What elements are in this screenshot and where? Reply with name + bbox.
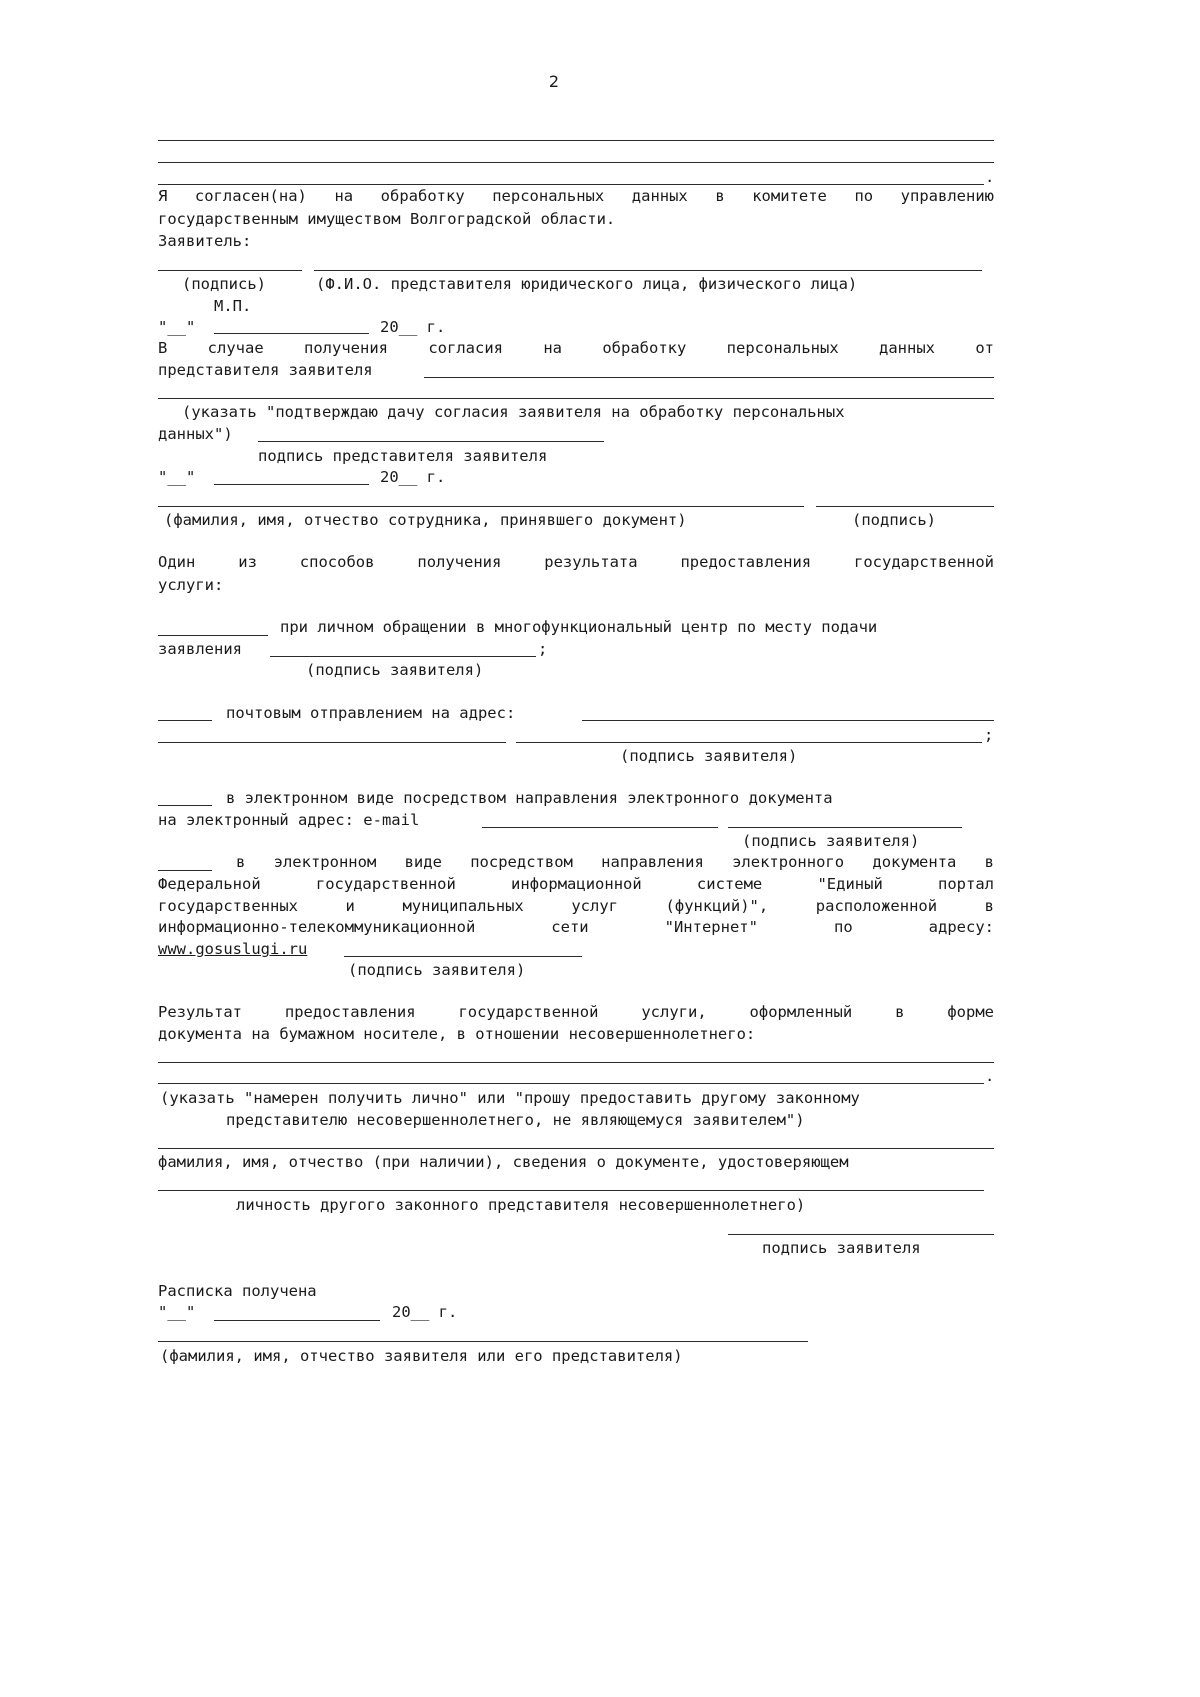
date-year: 20__ г.	[392, 1303, 458, 1321]
result-line-2: документа на бумажном носителе, в отношении несовершеннолетнего:	[158, 1025, 756, 1043]
mfc-option-2: заявления	[158, 640, 242, 658]
post-sign-caption: (подпись заявителя)	[620, 747, 798, 765]
signature-line	[728, 827, 962, 828]
signature-line	[816, 506, 994, 507]
portal-option-4: информационно-телекоммуникационной сети "Интернет" по адресу:	[158, 918, 994, 936]
employee-sign-caption: (подпись)	[852, 511, 936, 529]
blank-line	[158, 1148, 994, 1149]
blank-line	[158, 184, 984, 185]
signature-line	[344, 956, 582, 957]
blank-line	[158, 1062, 994, 1063]
result-fio-1: фамилия, имя, отчество (при наличии), сведения о документе, удостоверяющем	[158, 1153, 849, 1171]
methods-intro-2: услуги:	[158, 576, 224, 594]
date-month-line	[214, 1320, 380, 1321]
employee-fio-caption: (фамилия, имя, отчество сотрудника, принявшего документ)	[164, 511, 687, 529]
signature-caption: (подпись)	[182, 275, 266, 293]
date-month-line	[214, 484, 369, 485]
checkbox-line	[158, 805, 212, 806]
receipt-fio-caption: (фамилия, имя, отчество заявителя или его представителя)	[160, 1347, 683, 1365]
receipt-title: Расписка получена	[158, 1282, 317, 1300]
mfc-sign-caption: (подпись заявителя)	[306, 661, 484, 679]
blank-line	[158, 398, 994, 399]
portal-option-3: государственных и муниципальных услуг (функций)", расположенной в	[158, 897, 994, 915]
seal-label: М.П.	[214, 297, 252, 315]
signature-line	[728, 1234, 994, 1235]
fio-line	[314, 270, 982, 271]
portal-option-2: Федеральной государственной информационной системе "Единый портал	[158, 875, 994, 893]
result-instruction-2: представителю несовершеннолетнего, не являющемуся заявителем")	[226, 1111, 805, 1129]
fio-line	[158, 506, 804, 507]
representative-instruction-2: данных")	[158, 425, 233, 443]
representative-line-2: представителя заявителя	[158, 361, 373, 379]
blank-line	[158, 1190, 984, 1191]
end-dot: .	[985, 1067, 995, 1085]
checkbox-line	[158, 635, 268, 636]
date-month-line	[214, 333, 369, 334]
date-day: "__"	[158, 1303, 196, 1321]
email-line	[482, 827, 718, 828]
date-year: 20__ г.	[380, 468, 446, 486]
signature-line	[258, 441, 604, 442]
end-dot: .	[985, 168, 995, 186]
representative-line-1: В случае получения согласия на обработку персональных данных от	[158, 339, 994, 357]
address-line	[158, 742, 506, 743]
mfc-end: ;	[538, 640, 548, 658]
date-day: "__"	[158, 468, 196, 486]
blank-line	[158, 140, 994, 141]
address-line	[582, 720, 994, 721]
email-option-2: на электронный адрес: e-mail	[158, 811, 420, 829]
methods-intro-1: Один из способов получения результата предоставления государственной	[158, 553, 994, 571]
consent-line-2: государственным имуществом Волгоградской области.	[158, 210, 616, 228]
page-number: 2	[548, 72, 560, 91]
date-day: "__"	[158, 318, 196, 336]
signature-line	[158, 270, 302, 271]
signature-line	[270, 656, 536, 657]
result-instruction-1: (указать "намерен получить лично" или "прошу предоставить другому законному	[160, 1089, 860, 1107]
representative-instruction-1: (указать "подтверждаю дачу согласия заявителя на обработку персональных	[182, 403, 845, 421]
portal-url-link[interactable]: www.gosuslugi.ru	[158, 940, 308, 958]
portal-option-1: в электронном виде посредством направления электронного документа в	[236, 853, 994, 871]
checkbox-line	[158, 720, 212, 721]
date-year: 20__ г.	[380, 318, 446, 336]
applicant-label: Заявитель:	[158, 232, 252, 250]
email-option-1: в электронном виде посредством направления электронного документа	[226, 789, 833, 807]
result-sign-caption: подпись заявителя	[762, 1239, 921, 1257]
email-sign-caption: (подпись заявителя)	[742, 832, 920, 850]
consent-line-1: Я согласен(на) на обработку персональных данных в комитете по управлению	[158, 187, 994, 205]
representative-sign-caption: подпись представителя заявителя	[258, 447, 548, 465]
mfc-option-1: при личном обращении в многофункциональный центр по месту подачи	[280, 618, 878, 636]
blank-line	[158, 1083, 984, 1084]
checkbox-line	[158, 870, 212, 871]
blank-line	[158, 162, 994, 163]
fio-caption: (Ф.И.О. представителя юридического лица, физического лица)	[316, 275, 858, 293]
signature-line	[516, 742, 982, 743]
blank-line	[424, 377, 994, 378]
post-option: почтовым отправлением на адрес:	[226, 704, 516, 722]
post-end: ;	[984, 726, 994, 744]
result-fio-2: личность другого законного представителя несовершеннолетнего)	[236, 1196, 806, 1214]
result-line-1: Результат предоставления государственной услуги, оформленный в форме	[158, 1003, 994, 1021]
fio-line	[158, 1341, 808, 1342]
portal-sign-caption: (подпись заявителя)	[348, 961, 526, 979]
